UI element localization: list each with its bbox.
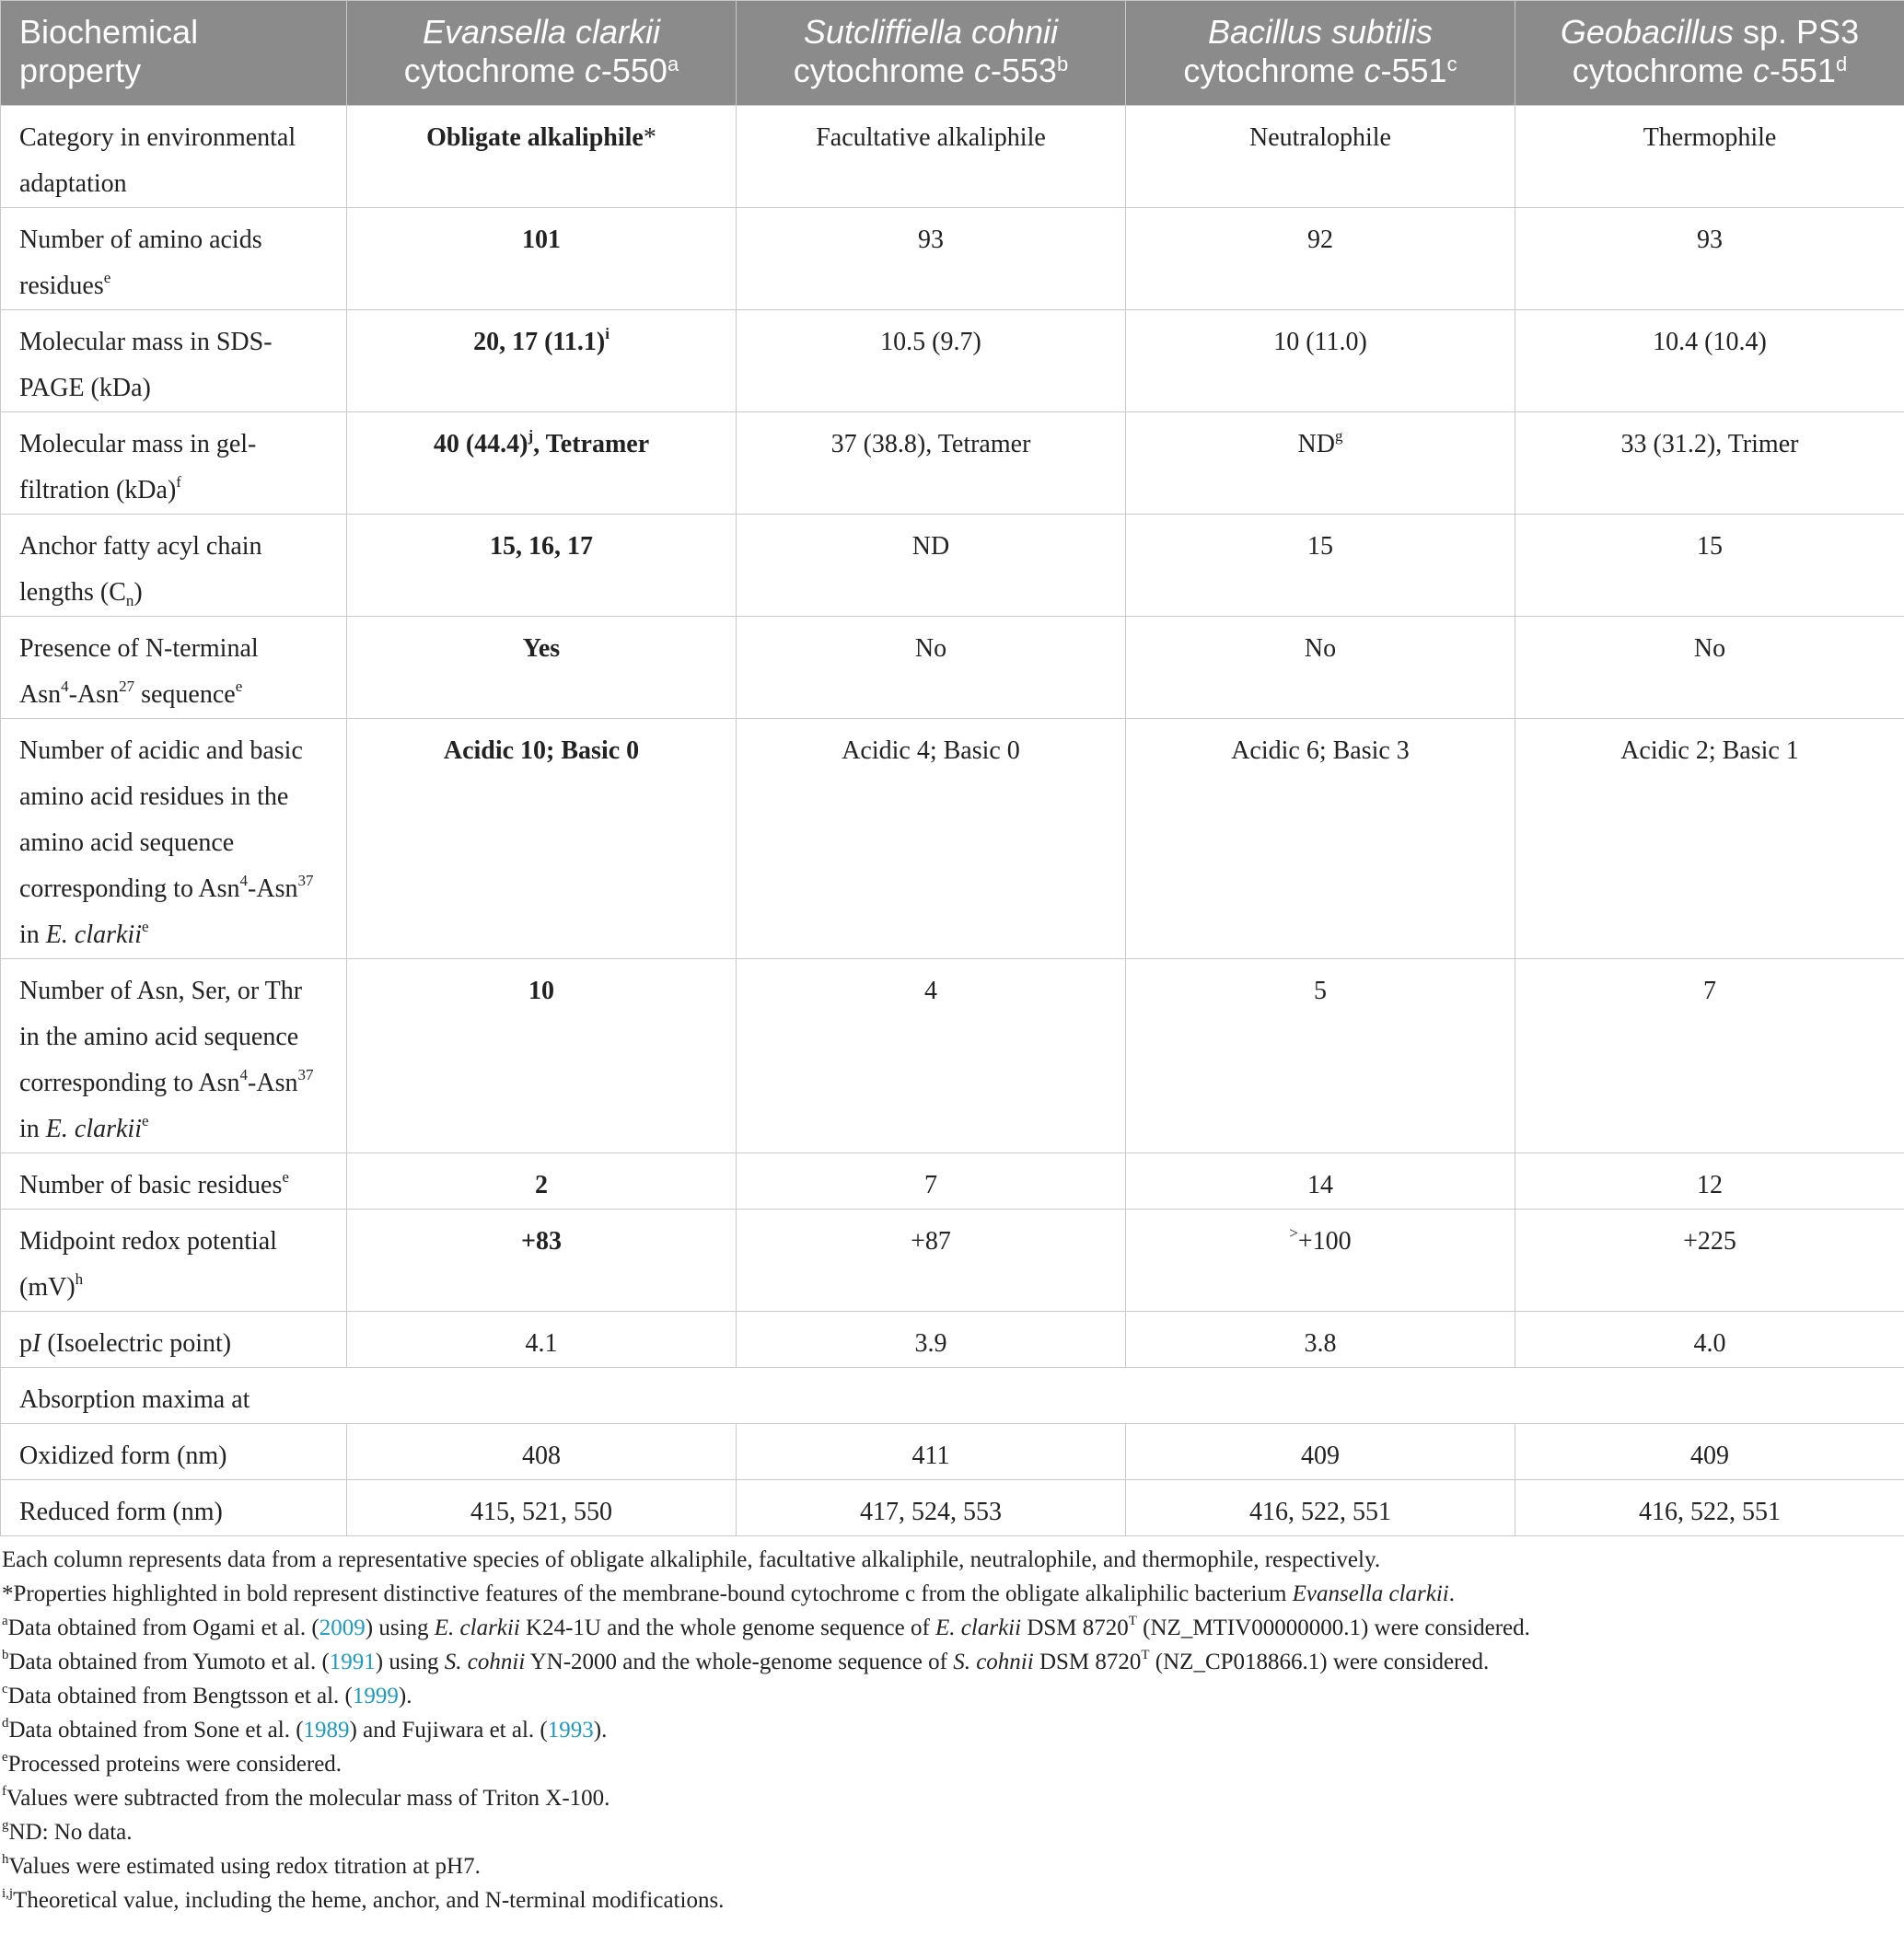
table-cell: 20, 17 $(11.1)^i$ xyxy=(347,310,737,412)
table-cell: 10.5 (9.7) xyxy=(737,310,1126,412)
row-label: Number of amino acids residues$^e$ xyxy=(1,208,347,310)
table-cell: 4 xyxy=(737,959,1126,1153)
table-cell: Acidic 2; Basic 1 xyxy=(1515,719,1904,959)
table-cell: +225 xyxy=(1515,1210,1904,1312)
table-cell: 10.4 (10.4) xyxy=(1515,310,1904,412)
table-cell: 411 xyxy=(737,1424,1126,1480)
table-cell: 416, 522, 551 xyxy=(1126,1480,1515,1536)
row-label: Presence of N-terminal Asn$^4$-Asn$^{27}$ sequence$^e$ xyxy=(1,617,347,719)
table-cell: 12 xyxy=(1515,1153,1904,1210)
row-label: Midpoint redox potential (mV)$^h$ xyxy=(1,1210,347,1312)
footnote: $^c$Data obtained from Bengtsson et al. (1999). xyxy=(2,1682,412,1708)
header-bacillus-subtilis: Bacillus subtilis cytochrome c-551$^c$ xyxy=(1126,1,1515,106)
table-cell: +87 xyxy=(737,1210,1126,1312)
footnote: $^a$Data obtained from Ogami et al. (2009) using E. clarkii K24-1U and the whole genome sequence of E. clarkii DSM $8720^T$ (NZ_MTIV00000000.1) were considered. xyxy=(2,1614,1530,1640)
row-label: Number of acidic and basic amino acid residues in the amino acid sequence corresponding to Asn$^4$-Asn$^{37}$ in E. clarkii$^e$ xyxy=(1,719,347,959)
table-cell: Acidic 10; Basic 0 xyxy=(347,719,737,959)
header-biochemical-property: Biochemical property xyxy=(1,1,347,106)
table-cell: ND xyxy=(737,515,1126,617)
table-cell: 7 xyxy=(737,1153,1126,1210)
table-cell: 14 xyxy=(1126,1153,1515,1210)
table-row xyxy=(1,412,1904,515)
table-cell: Yes xyxy=(347,617,737,719)
table-cell: Obligate alkaliphile* xyxy=(347,106,737,208)
table-cell: 4.1 xyxy=(347,1312,737,1368)
table-cell: 10 (11.0) xyxy=(1126,310,1515,412)
table-cell: $ND^g$ xyxy=(1126,412,1515,515)
row-label: Absorption maxima at xyxy=(1,1368,1904,1424)
table-cell: Thermophile xyxy=(1515,106,1904,208)
table-cell: 37 (38.8), Tetramer xyxy=(737,412,1126,515)
table-cell: 40 $(44.4)^j$, Tetramer xyxy=(347,412,737,515)
header-row xyxy=(1,1,1904,106)
table-cell: No xyxy=(1126,617,1515,719)
table-cell: 7 xyxy=(1515,959,1904,1153)
table-cell: 3.9 xyxy=(737,1312,1126,1368)
citation-link[interactable]: 1991 xyxy=(329,1650,376,1674)
footnote: $^h$Values were estimated using redox titration at pH7. xyxy=(2,1852,481,1879)
footnote: *Properties highlighted in bold represent distinctive features of the membrane-bound cytochrome c from the obligate alkaliphilic bacterium Evansella clarkii. xyxy=(2,1581,1455,1606)
table-row xyxy=(1,106,1904,208)
table-cell: 409 xyxy=(1515,1424,1904,1480)
table-cell: 15 xyxy=(1126,515,1515,617)
row-label: Category in environmental adaptation xyxy=(1,106,347,208)
table-cell: 15, 16, 17 xyxy=(347,515,737,617)
table-cell: 92 xyxy=(1126,208,1515,310)
table-cell: 4.0 xyxy=(1515,1312,1904,1368)
table-row xyxy=(1,310,1904,412)
table-cell: 33 (31.2), Trimer xyxy=(1515,412,1904,515)
table-cell: Facultative alkaliphile xyxy=(737,106,1126,208)
row-label: Molecular mass in SDS- PAGE (kDa) xyxy=(1,310,347,412)
row-label: Molecular mass in gel- filtration (kDa)$^f$ xyxy=(1,412,347,515)
table-cell: 10 xyxy=(347,959,737,1153)
footnote: $^b$Data obtained from Yumoto et al. (1991) using S. cohnii YN-2000 and the whole-genome sequence of S. cohnii DSM $8720^T$ (NZ_CP018866.1) were considered. xyxy=(2,1648,1490,1674)
table-cell: No xyxy=(737,617,1126,719)
row-label: Oxidized form (nm) xyxy=(1,1424,347,1480)
footnote: $^d$Data obtained from Sone et al. (1989) and Fujiwara et al. (1993). xyxy=(2,1716,608,1743)
header-geobacillus-ps3: Geobacillus sp. PS3 cytochrome c-551$^d$ xyxy=(1515,1,1904,106)
table-cell: 417, 524, 553 xyxy=(737,1480,1126,1536)
table-row xyxy=(1,1153,1904,1210)
citation-link[interactable]: 1999 xyxy=(352,1684,399,1708)
table-row xyxy=(1,1480,1904,1536)
row-label: pI (Isoelectric point) xyxy=(1,1312,347,1368)
header-sutcliffiella-cohnii: Sutcliffiella cohnii cytochrome c-553$^b$ xyxy=(737,1,1126,106)
table-cell: Neutralophile xyxy=(1126,106,1515,208)
table-cell: 408 xyxy=(347,1424,737,1480)
table-cell: No xyxy=(1515,617,1904,719)
table-cell: 101 xyxy=(347,208,737,310)
header-evansella-clarkii: Evansella clarkii cytochrome c-550$^a$ xyxy=(347,1,737,106)
table-row xyxy=(1,959,1904,1153)
table-row xyxy=(1,617,1904,719)
table-cell: 3.8 xyxy=(1126,1312,1515,1368)
table-row xyxy=(1,1368,1904,1424)
table-footnotes xyxy=(0,1543,1897,1917)
table-row xyxy=(1,208,1904,310)
table-row xyxy=(1,1210,1904,1312)
table-cell: 5 xyxy=(1126,959,1515,1153)
table-cell: Acidic 6; Basic 3 xyxy=(1126,719,1515,959)
table-cell: 93 xyxy=(1515,208,1904,310)
citation-link[interactable]: 1993 xyxy=(547,1718,594,1743)
table-cell: 93 xyxy=(737,208,1126,310)
table-row xyxy=(1,1424,1904,1480)
footnote: $^f$Values were subtracted from the molecular mass of Triton X-100. xyxy=(2,1784,610,1811)
table-cell: 415, 521, 550 xyxy=(347,1480,737,1536)
citation-link[interactable]: 1989 xyxy=(303,1718,350,1743)
footnote: Each column represents data from a representative species of obligate alkaliphile, facultative alkaliphile, neutralophile, and thermophile, respectively. xyxy=(2,1547,1381,1572)
row-label: Number of basic residues$^e$ xyxy=(1,1153,347,1210)
table-cell: 416, 522, 551 xyxy=(1515,1480,1904,1536)
table-row xyxy=(1,719,1904,959)
table-row xyxy=(1,515,1904,617)
citation-link[interactable]: 2009 xyxy=(319,1616,366,1640)
footnote: $^{i,j}$Theoretical value, including the heme, anchor, and N-terminal modifications. xyxy=(2,1886,725,1913)
footnote: $^e$Processed proteins were considered. xyxy=(2,1750,342,1777)
table-cell: Acidic 4; Basic 0 xyxy=(737,719,1126,959)
table-cell: 2 xyxy=(347,1153,737,1210)
table-row xyxy=(1,1312,1904,1368)
footnote: $^g$ND: No data. xyxy=(2,1818,133,1845)
table-cell: ˃+100 xyxy=(1126,1210,1515,1312)
row-label: Reduced form (nm) xyxy=(1,1480,347,1536)
row-label: Number of Asn, Ser, or Thr in the amino acid sequence corresponding to Asn$^4$-Asn$^{37}$ in E. clarkii$^e$ xyxy=(1,959,347,1153)
table-cell: 409 xyxy=(1126,1424,1515,1480)
row-label: Anchor fatty acyl chain lengths $(C_n)$ xyxy=(1,515,347,617)
table-cell: +83 xyxy=(347,1210,737,1312)
table-cell: 15 xyxy=(1515,515,1904,617)
